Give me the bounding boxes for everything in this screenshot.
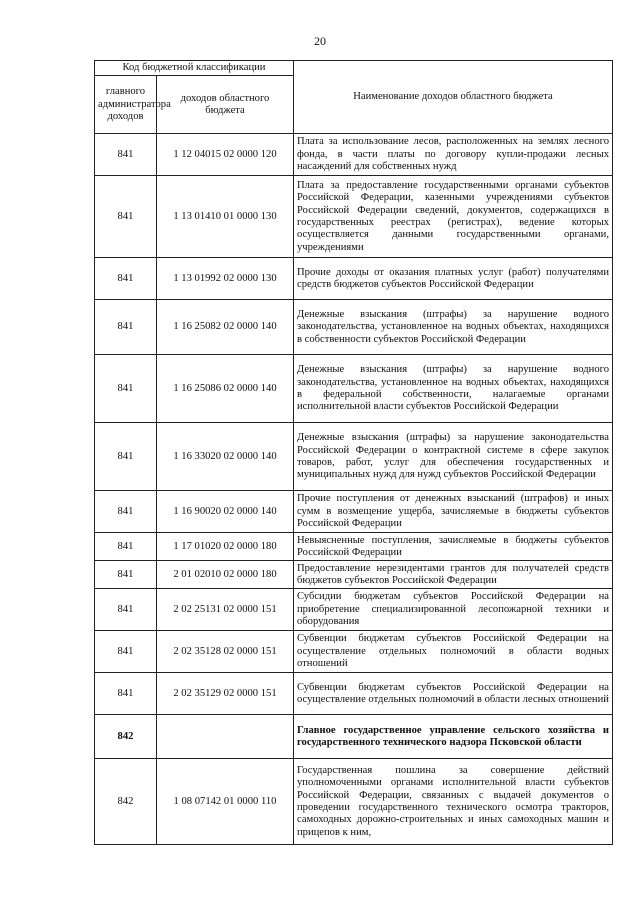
- revenue-code-cell: 1 08 07142 01 0000 110: [157, 759, 294, 845]
- revenue-code-cell: 1 17 01020 02 0000 180: [157, 533, 294, 561]
- revenue-code-cell: 1 16 90020 02 0000 140: [157, 491, 294, 533]
- revenue-name-cell: Главное государственное управление сельского хозяйства и государственного технического надзора Псковской области: [294, 715, 613, 759]
- administrator-code-cell: 841: [95, 491, 157, 533]
- administrator-code-cell: 842: [95, 715, 157, 759]
- table-row: [95, 134, 613, 176]
- revenue-code-cell: 1 16 25082 02 0000 140: [157, 300, 294, 355]
- revenue-code-cell: 2 01 02010 02 0000 180: [157, 561, 294, 589]
- administrator-code-cell: 842: [95, 759, 157, 845]
- table-row: [95, 491, 613, 533]
- table-row: [95, 176, 613, 258]
- budget-classification-table: [94, 60, 613, 845]
- revenue-name-cell: Денежные взыскания (штрафы) за нарушение законодательства Российской Федерации о контрактной системе в сфере закупок товаров, работ, услуг для обеспечения государственных и муниципальных нужд для нужд субъектов Российской Федерации: [294, 423, 613, 491]
- revenue-code-cell: 1 16 25086 02 0000 140: [157, 355, 294, 423]
- administrator-code-cell: 841: [95, 533, 157, 561]
- revenue-name-cell: Денежные взыскания (штрафы) за нарушение водного законодательства, установленное на водных объектах, находящихся в федеральной собственности, налагаемые органами исполнительной власти субъектов Российской Федерации: [294, 355, 613, 423]
- administrator-code-cell: 841: [95, 258, 157, 300]
- administrator-code-cell: 841: [95, 589, 157, 631]
- revenue-code-cell: 2 02 25131 02 0000 151: [157, 589, 294, 631]
- revenue-name-cell: Субсидии бюджетам субъектов Российской Федерации на приобретение специализированной лесопожарной техники и оборудования: [294, 589, 613, 631]
- administrator-code-cell: 841: [95, 423, 157, 491]
- header-main-administrator: главного администратора доходов: [95, 76, 157, 134]
- revenue-code-cell: 1 16 33020 02 0000 140: [157, 423, 294, 491]
- revenue-name-cell: Субвенции бюджетам субъектов Российской Федерации на осуществление отдельных полномочий в области лесных отношений: [294, 673, 613, 715]
- table-row: [95, 561, 613, 589]
- table-row: [95, 533, 613, 561]
- table-row: [95, 589, 613, 631]
- revenue-name-cell: Плата за предоставление государственными органами субъектов Российской Федерации, казенными учреждениями субъектов Российской Федерации сведений, документов, содержащихся в государственных реестрах (регистрах), ведение которых осуществляется данными государственными органами, учреждениями: [294, 176, 613, 258]
- table-row: [95, 355, 613, 423]
- revenue-code-cell: 1 13 01410 01 0000 130: [157, 176, 294, 258]
- revenue-name-cell: Прочие доходы от оказания платных услуг (работ) получателями средств бюджетов субъектов Российской Федерации: [294, 258, 613, 300]
- revenue-name-cell: Субвенции бюджетам субъектов Российской Федерации на осуществление отдельных полномочий в области водных отношений: [294, 631, 613, 673]
- revenue-code-cell: 2 02 35129 02 0000 151: [157, 673, 294, 715]
- table-row: [95, 300, 613, 355]
- table-row: [95, 631, 613, 673]
- revenue-name-cell: Денежные взыскания (штрафы) за нарушение водного законодательства, установленное на водных объектах, находящихся в собственности субъектов Российской Федерации: [294, 300, 613, 355]
- revenue-name-cell: Предоставление нерезидентами грантов для получателей средств бюджетов субъектов Российской Федерации: [294, 561, 613, 589]
- revenue-name-cell: Невыясненные поступления, зачисляемые в бюджеты субъектов Российской Федерации: [294, 533, 613, 561]
- administrator-code-cell: 841: [95, 134, 157, 176]
- revenue-code-cell: 2 02 35128 02 0000 151: [157, 631, 294, 673]
- administrator-code-cell: 841: [95, 673, 157, 715]
- table-row: [95, 715, 613, 759]
- revenue-name-cell: Плата за использование лесов, расположенных на землях лесного фонда, в части платы по договору купли-продажи лесных насаждений для собственных нужд: [294, 134, 613, 176]
- administrator-code-cell: 841: [95, 176, 157, 258]
- revenue-name-cell: Государственная пошлина за совершение действий уполномоченными органами исполнительной власти субъектов Российской Федерации, связанных с выдачей документов о проведении государственного технического осмотра тракторов, самоходных дорожно-строительных и иных самоходных машин и прицепов к ним,: [294, 759, 613, 845]
- administrator-code-cell: 841: [95, 561, 157, 589]
- administrator-code-cell: 841: [95, 300, 157, 355]
- header-revenue-name: Наименование доходов областного бюджета: [294, 61, 613, 134]
- table-row: [95, 258, 613, 300]
- revenue-name-cell: Прочие поступления от денежных взысканий (штрафов) и иных сумм в возмещение ущерба, зачисляемые в бюджеты субъектов Российской Федерации: [294, 491, 613, 533]
- page-number: 20: [314, 34, 326, 48]
- revenue-code-cell: 1 12 04015 02 0000 120: [157, 134, 294, 176]
- table-row: [95, 423, 613, 491]
- administrator-code-cell: 841: [95, 631, 157, 673]
- administrator-code-cell: 841: [95, 355, 157, 423]
- revenue-code-cell: [157, 715, 294, 759]
- header-revenue-code: доходов областного бюджета: [157, 76, 294, 134]
- header-budget-classification-code: Код бюджетной классификации: [95, 61, 294, 76]
- revenue-code-cell: 1 13 01992 02 0000 130: [157, 258, 294, 300]
- table-row: [95, 759, 613, 845]
- table-row: [95, 673, 613, 715]
